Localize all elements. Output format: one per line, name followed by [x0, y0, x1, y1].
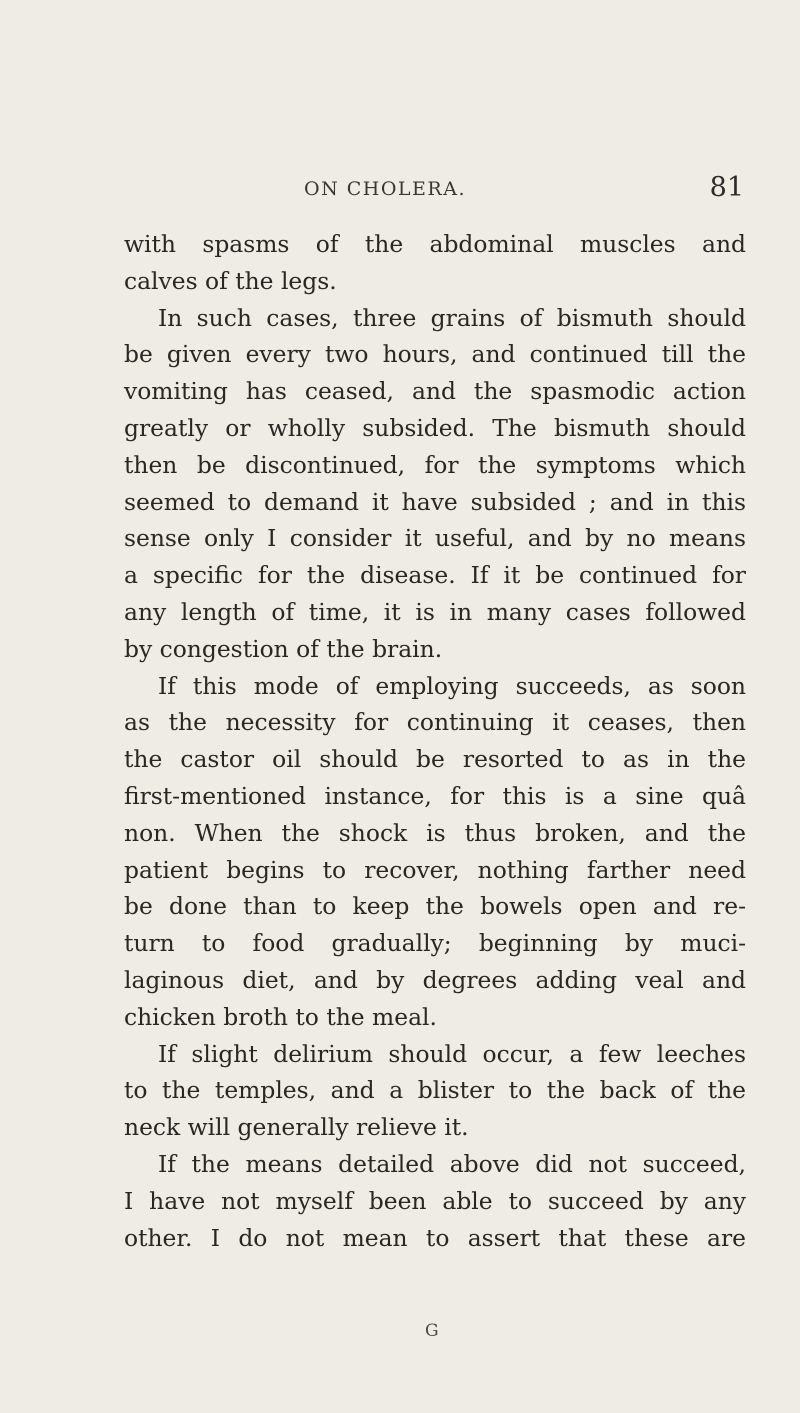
- text-line: any length of time, it is in many cases followed: [124, 597, 746, 626]
- page-number: 81: [709, 172, 744, 203]
- text-line: patient begins to recover, nothing farther need: [124, 855, 746, 884]
- signature-mark: G: [425, 1321, 440, 1341]
- text-line: I have not myself been able to succeed by any: [124, 1186, 746, 1215]
- text-line: first-mentioned instance, for this is a sine quâ: [124, 781, 746, 810]
- text-line: laginous diet, and by degrees adding veal and: [124, 965, 746, 994]
- text-line: In such cases, three grains of bismuth should: [158, 303, 746, 332]
- text-line: chicken broth to the meal.: [124, 1002, 437, 1031]
- page-header: [124, 172, 744, 212]
- text-line: calves of the legs.: [124, 266, 337, 295]
- text-line: a specific for the disease. If it be continued for: [124, 561, 746, 590]
- text-line: other. I do not mean to assert that these are: [124, 1223, 746, 1252]
- body-text: [124, 226, 746, 1256]
- text-line: If slight delirium should occur, a few leeches: [158, 1039, 746, 1068]
- text-line: If this mode of employing succeeds, as soon: [158, 671, 746, 700]
- text-line: non. When the shock is thus broken, and the: [124, 818, 746, 847]
- text-line: greatly or wholly subsided. The bismuth should: [124, 413, 746, 442]
- text-line: to the temples, and a blister to the back of the: [124, 1076, 746, 1105]
- text-line: seemed to demand it have subsided ; and in this: [124, 487, 746, 516]
- text-line: as the necessity for continuing it ceases, then: [124, 708, 746, 737]
- text-line: sense only I consider it useful, and by no means: [124, 524, 746, 553]
- text-line: turn to food gradually; beginning by muci-: [124, 929, 746, 958]
- text-line: then be discontinued, for the symptoms which: [124, 450, 746, 479]
- text-line: neck will generally relieve it.: [124, 1113, 469, 1142]
- text-line: be given every two hours, and continued till the: [124, 340, 746, 369]
- text-line: by congestion of the brain.: [124, 634, 443, 663]
- running-head: ON CHOLERA.: [304, 178, 466, 200]
- text-line: be done than to keep the bowels open and re-: [124, 892, 746, 921]
- text-line: the castor oil should be resorted to as in the: [124, 745, 746, 774]
- text-line: vomiting has ceased, and the spasmodic action: [124, 377, 746, 406]
- text-line: If the means detailed above did not succeed,: [158, 1149, 746, 1178]
- text-line: with spasms of the abdominal muscles and: [124, 230, 746, 258]
